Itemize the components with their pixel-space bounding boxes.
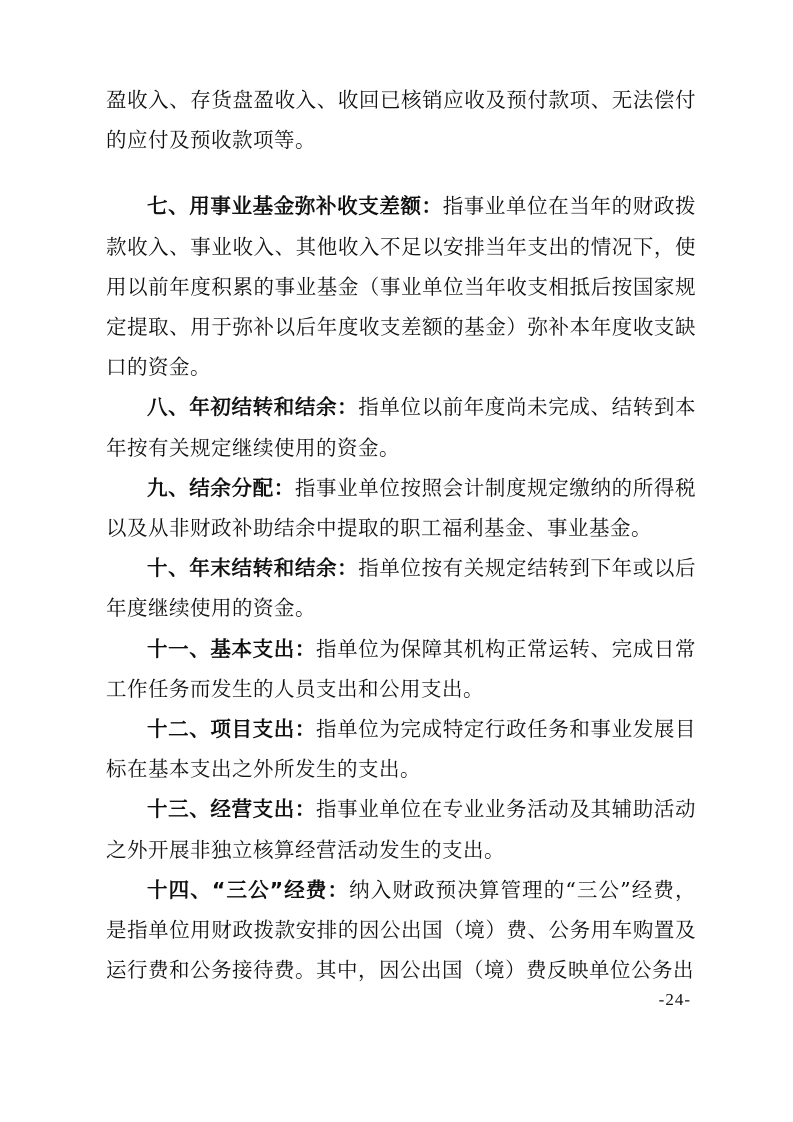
paragraph-item-13 <box>106 789 696 869</box>
paragraph-text: 指事业单位在专业业务活动及其辅助活动之外开展非独立核算经营活动发生的支出。 <box>106 797 697 862</box>
paragraph-term: 八、年初结转和结余： <box>147 395 359 420</box>
paragraph-text: 指单位按有关规定结转到下年或以后年度继续使用的资金。 <box>106 556 697 621</box>
paragraph-text: 纳入财政预决算管理的“三公”经费，是指单位用财政拨款安排的因公出国（境）费、公务用车购置及运行费和公务接待费。其中，因公出国（境）费反映单位公务出 <box>106 877 696 983</box>
paragraph-item-11 <box>106 629 696 709</box>
body-text <box>106 80 696 990</box>
page-number: -24- <box>658 990 691 1009</box>
paragraph-text: 指单位为完成特定行政任务和事业发展目标在基本支出之外所发生的支出。 <box>106 717 697 782</box>
paragraph-term: 九、结余分配： <box>147 475 295 500</box>
paragraph-text: 指事业单位按照会计制度规定缴纳的所得税以及从非财政补助结余中提取的职工福利基金、事业基金。 <box>106 475 697 541</box>
paragraph-item-7 <box>106 186 696 387</box>
paragraph-item-14 <box>106 870 696 991</box>
paragraph-text: 指单位以前年度尚未完成、结转到本年按有关规定继续使用的资金。 <box>106 395 697 460</box>
paragraph-text: 盈收入、存货盘盈收入、收回已核销应收及预付款项、无法偿付的应付及预收款项等。 <box>106 88 696 153</box>
paragraph-item-8 <box>106 387 696 467</box>
paragraph-item-12 <box>106 709 696 789</box>
paragraph-item-9 <box>106 468 696 548</box>
paragraph-term: 十、年末结转和结余： <box>147 556 359 581</box>
paragraph-text: 指单位为保障其机构正常运转、完成日常工作任务而发生的人员支出和公用支出。 <box>106 636 697 701</box>
paragraph-term: 十二、项目支出： <box>147 717 316 742</box>
paragraph-text: 指事业单位在当年的财政拨款收入、事业收入、其他收入不足以安排当年支出的情况下，使用以前年度积累的事业基金（事业单位当年收支相抵后按国家规定提取、用于弥补以后年度收支差额的基金）弥补本年度收支缺口的资金。 <box>106 194 697 380</box>
paragraph-term: 十一、基本支出： <box>147 636 316 661</box>
paragraph-continuation <box>106 80 696 160</box>
paragraph-term: 十四、“三公”经费： <box>147 877 350 902</box>
paragraph-term: 十三、经营支出： <box>147 797 316 822</box>
paragraph-item-10 <box>106 548 696 628</box>
paragraph-term: 七、用事业基金弥补收支差额： <box>147 194 443 219</box>
